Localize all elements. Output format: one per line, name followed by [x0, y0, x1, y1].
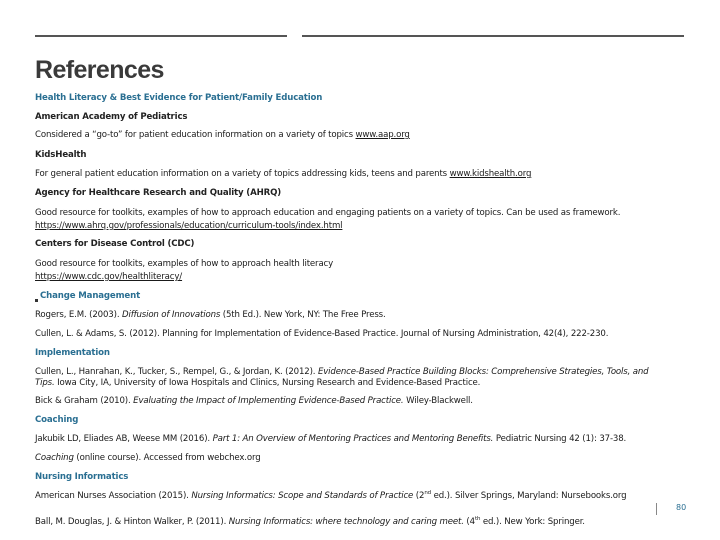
page-number: 80	[676, 503, 687, 512]
reference-jakubik: Jakubik LD, Eliades AB, Weese MM (2016). Part 1: An Overview of Mentoring Practices and Mentoring Benefits. Pediatric Nursing 42 (1): 37-38.	[35, 434, 627, 444]
page-title: References	[35, 56, 164, 84]
source-name-ahrq: Agency for Healthcare Research and Quality (AHRQ)	[35, 188, 282, 198]
reference-ball: Ball, M. Douglas, J. & Hinton Walker, P. (2011). Nursing Informatics: where technology and caring meet. (4th ed.). New York: Springer.	[35, 516, 585, 527]
reference-coaching-course: Coaching (online course). Accessed from webchex.org	[35, 453, 261, 463]
source-desc-kidshealth: For general patient education information on a variety of topics addressing kids, teens and parents www.kidshealth.org	[35, 169, 532, 179]
section-heading-coaching: Coaching	[35, 415, 79, 425]
page-number-divider	[656, 503, 657, 515]
bullet-mark	[35, 299, 38, 302]
source-name-kidshealth: KidsHealth	[35, 150, 87, 160]
reference-ana: American Nurses Association (2015). Nursing Informatics: Scope and Standards of Practice (2nd ed.). Silver Springs, Maryland: Nursebooks.org	[35, 490, 627, 501]
source-desc-aap: Considered a “go-to” for patient education information on a variety of topics www.aap.org	[35, 130, 410, 140]
link-kidshealth[interactable]: www.kidshealth.org	[449, 169, 532, 179]
reference-bick-graham: Bick & Graham (2010). Evaluating the Impact of Implementing Evidence-Based Practice. Wiley-Blackwell.	[35, 396, 473, 406]
section-heading-change-management: Change Management	[40, 291, 141, 301]
source-name-cdc: Centers for Disease Control (CDC)	[35, 239, 195, 249]
reference-cullen-2012-line2: Tips. Iowa City, IA, University of Iowa Hospitals and Clinics, Nursing Research and Evidence-Based Practice.	[35, 378, 481, 388]
link-cdc[interactable]: https://www.cdc.gov/healthliteracy/	[35, 272, 183, 282]
section-heading-health-literacy: Health Literacy & Best Evidence for Patient/Family Education	[35, 93, 323, 103]
source-desc-cdc: Good resource for toolkits, examples of how to approach health literacy	[35, 259, 334, 269]
section-heading-nursing-informatics: Nursing Informatics	[35, 472, 129, 482]
link-aap[interactable]: www.aap.org	[355, 130, 410, 140]
header-rule-right	[302, 35, 684, 37]
reference-cullen-adams: Cullen, L. & Adams, S. (2012). Planning for Implementation of Evidence-Based Practice. Journal of Nursing Administration, 42(4), 222-230.	[35, 329, 609, 339]
link-ahrq[interactable]: https://www.ahrq.gov/professionals/education/curriculum-tools/index.html	[35, 221, 343, 231]
reference-rogers: Rogers, E.M. (2003). Diffusion of Innovations (5th Ed.). New York, NY: The Free Press.	[35, 310, 386, 320]
source-name-aap: American Academy of Pediatrics	[35, 112, 188, 122]
reference-cullen-2012-line1: Cullen, L., Hanrahan, K., Tucker, S., Rempel, G., & Jordan, K. (2012). Evidence-Based Practice Building Blocks: Comprehensive Strategies, Tools, and	[35, 367, 649, 377]
section-heading-implementation: Implementation	[35, 348, 110, 358]
header-rule-left	[35, 35, 287, 37]
source-desc-ahrq: Good resource for toolkits, examples of how to approach education and engaging patients on a variety of topics. Can be used as framework.	[35, 208, 621, 218]
